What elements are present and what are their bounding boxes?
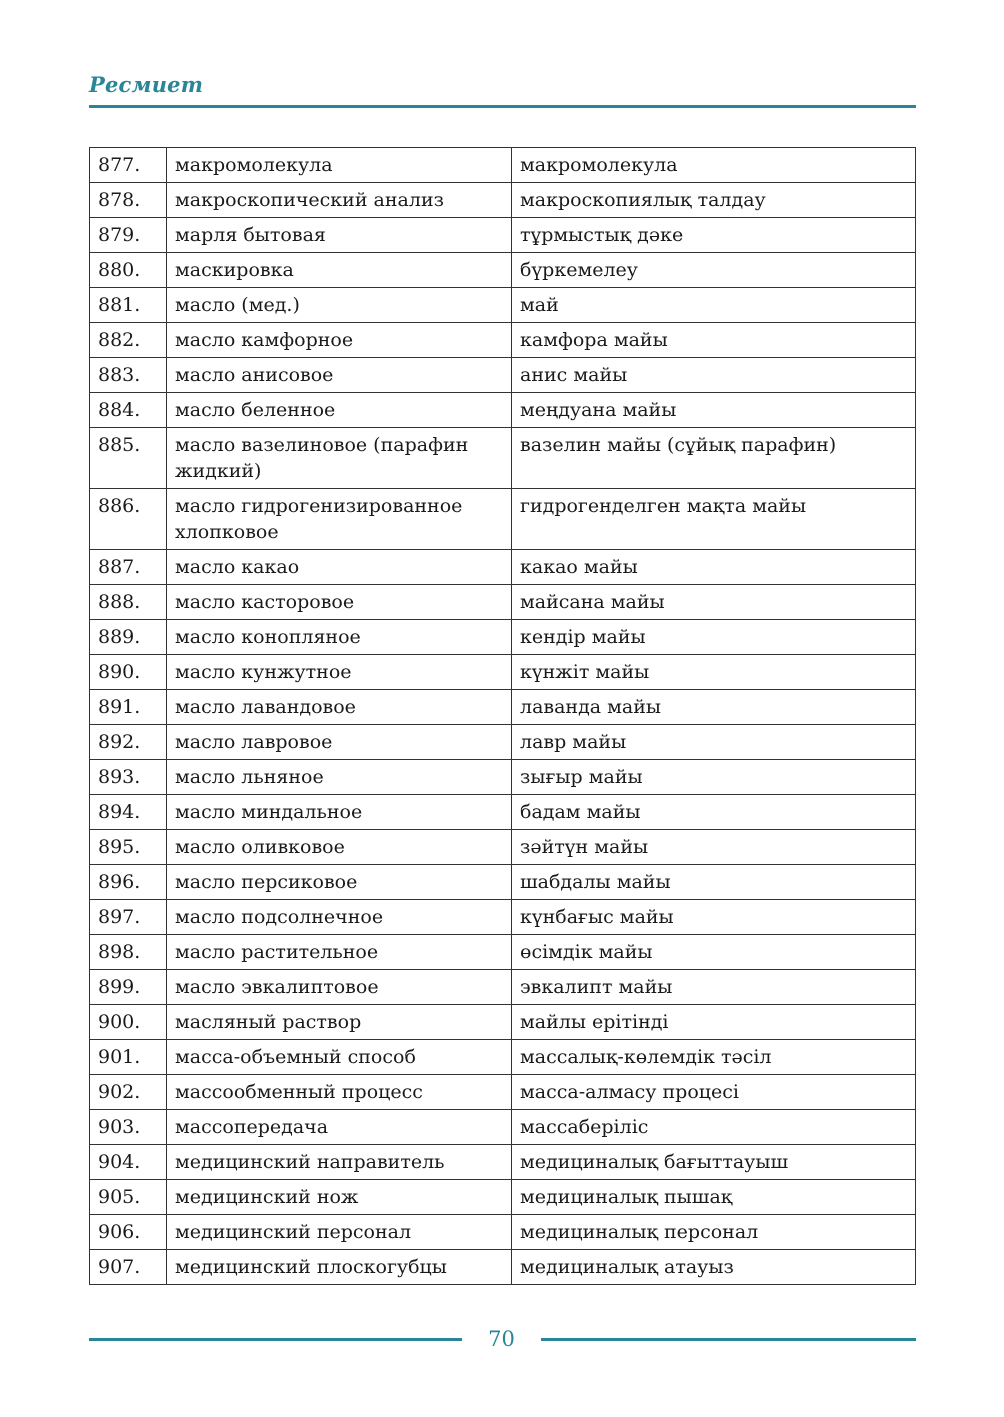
- entry-number: 905.: [90, 1180, 167, 1215]
- kazakh-term: лаванда майы: [512, 690, 916, 725]
- entry-number: 888.: [90, 585, 167, 620]
- table-row: [90, 760, 916, 795]
- entry-number: 879.: [90, 218, 167, 253]
- kazakh-term: эвкалипт майы: [512, 970, 916, 1005]
- table-row: [90, 1005, 916, 1040]
- entry-number: 898.: [90, 935, 167, 970]
- russian-term: масло льняное: [167, 760, 512, 795]
- table-row: [90, 1250, 916, 1285]
- table-row: [90, 148, 916, 183]
- russian-term: масло растительное: [167, 935, 512, 970]
- russian-term: масло камфорное: [167, 323, 512, 358]
- table-row: [90, 253, 916, 288]
- kazakh-term: бадам майы: [512, 795, 916, 830]
- russian-term: медицинский плоскогубцы: [167, 1250, 512, 1285]
- table-row: [90, 1040, 916, 1075]
- kazakh-term: май: [512, 288, 916, 323]
- kazakh-term: медициналық бағыттауыш: [512, 1145, 916, 1180]
- table-row: [90, 1145, 916, 1180]
- entry-number: 892.: [90, 725, 167, 760]
- table-row: [90, 1180, 916, 1215]
- kazakh-term: майсана майы: [512, 585, 916, 620]
- russian-term: масло вазелиновое (парафин жидкий): [167, 428, 512, 489]
- entry-number: 900.: [90, 1005, 167, 1040]
- entry-number: 895.: [90, 830, 167, 865]
- entry-number: 904.: [90, 1145, 167, 1180]
- entry-number: 891.: [90, 690, 167, 725]
- kazakh-term: лавр майы: [512, 725, 916, 760]
- table-row: [90, 900, 916, 935]
- russian-term: макроскопический анализ: [167, 183, 512, 218]
- russian-term: марля бытовая: [167, 218, 512, 253]
- table-row: [90, 795, 916, 830]
- kazakh-term: өсімдік майы: [512, 935, 916, 970]
- russian-term: массопередача: [167, 1110, 512, 1145]
- entry-number: 903.: [90, 1110, 167, 1145]
- kazakh-term: тұрмыстық дәке: [512, 218, 916, 253]
- entry-number: 899.: [90, 970, 167, 1005]
- russian-term: масло эвкалиптовое: [167, 970, 512, 1005]
- table-row: [90, 970, 916, 1005]
- russian-term: медицинский направитель: [167, 1145, 512, 1180]
- running-header-title: Ресмиет: [89, 72, 204, 97]
- entry-number: 897.: [90, 900, 167, 935]
- table-row: [90, 183, 916, 218]
- entry-number: 885.: [90, 428, 167, 489]
- page-number: 70: [488, 1327, 515, 1351]
- entry-number: 881.: [90, 288, 167, 323]
- glossary-table: [89, 147, 916, 1285]
- entry-number: 878.: [90, 183, 167, 218]
- russian-term: масло какао: [167, 550, 512, 585]
- russian-term: масло лавандовое: [167, 690, 512, 725]
- russian-term: медицинский нож: [167, 1180, 512, 1215]
- entry-number: 896.: [90, 865, 167, 900]
- entry-number: 883.: [90, 358, 167, 393]
- kazakh-term: медициналық персонал: [512, 1215, 916, 1250]
- table-row: [90, 620, 916, 655]
- kazakh-term: массаберіліс: [512, 1110, 916, 1145]
- kazakh-term: массалық-көлемдік тәсіл: [512, 1040, 916, 1075]
- footer-rule-right: [541, 1338, 916, 1341]
- russian-term: масло (мед.): [167, 288, 512, 323]
- kazakh-term: майлы ерітінді: [512, 1005, 916, 1040]
- russian-term: масса-объемный способ: [167, 1040, 512, 1075]
- table-row: [90, 865, 916, 900]
- footer-rule-left: [89, 1338, 462, 1341]
- russian-term: маскировка: [167, 253, 512, 288]
- table-row: [90, 585, 916, 620]
- russian-term: масло оливковое: [167, 830, 512, 865]
- russian-term: масло касторовое: [167, 585, 512, 620]
- kazakh-term: камфора майы: [512, 323, 916, 358]
- glossary-table-body: [90, 148, 916, 1285]
- entry-number: 877.: [90, 148, 167, 183]
- kazakh-term: гидрогенделген мақта майы: [512, 489, 916, 550]
- entry-number: 884.: [90, 393, 167, 428]
- header-rule: [89, 105, 916, 108]
- kazakh-term: медициналық пышақ: [512, 1180, 916, 1215]
- kazakh-term: зығыр майы: [512, 760, 916, 795]
- entry-number: 880.: [90, 253, 167, 288]
- russian-term: масло беленное: [167, 393, 512, 428]
- table-row: [90, 655, 916, 690]
- kazakh-term: макроскопиялық талдау: [512, 183, 916, 218]
- kazakh-term: масса-алмасу процесі: [512, 1075, 916, 1110]
- entry-number: 887.: [90, 550, 167, 585]
- entry-number: 890.: [90, 655, 167, 690]
- kazakh-term: күнбағыс майы: [512, 900, 916, 935]
- kazakh-term: анис майы: [512, 358, 916, 393]
- table-row: [90, 218, 916, 253]
- table-row: [90, 1075, 916, 1110]
- table-row: [90, 489, 916, 550]
- table-row: [90, 550, 916, 585]
- russian-term: массообменный процесс: [167, 1075, 512, 1110]
- russian-term: масло гидрогенизированное хлопковое: [167, 489, 512, 550]
- russian-term: масло конопляное: [167, 620, 512, 655]
- entry-number: 894.: [90, 795, 167, 830]
- entry-number: 893.: [90, 760, 167, 795]
- kazakh-term: күнжіт майы: [512, 655, 916, 690]
- entry-number: 882.: [90, 323, 167, 358]
- russian-term: масло кунжутное: [167, 655, 512, 690]
- entry-number: 907.: [90, 1250, 167, 1285]
- kazakh-term: медициналық атауыз: [512, 1250, 916, 1285]
- kazakh-term: бүркемелеу: [512, 253, 916, 288]
- table-row: [90, 358, 916, 393]
- kazakh-term: кендір майы: [512, 620, 916, 655]
- entry-number: 902.: [90, 1075, 167, 1110]
- russian-term: медицинский персонал: [167, 1215, 512, 1250]
- russian-term: масляный раствор: [167, 1005, 512, 1040]
- table-row: [90, 428, 916, 489]
- russian-term: масло лавровое: [167, 725, 512, 760]
- entry-number: 886.: [90, 489, 167, 550]
- russian-term: масло персиковое: [167, 865, 512, 900]
- table-row: [90, 1215, 916, 1250]
- kazakh-term: какао майы: [512, 550, 916, 585]
- kazakh-term: меңдуана майы: [512, 393, 916, 428]
- table-row: [90, 323, 916, 358]
- kazakh-term: шабдалы майы: [512, 865, 916, 900]
- entry-number: 901.: [90, 1040, 167, 1075]
- kazakh-term: зәйтүн майы: [512, 830, 916, 865]
- table-row: [90, 1110, 916, 1145]
- table-row: [90, 288, 916, 323]
- kazakh-term: макромолекула: [512, 148, 916, 183]
- table-row: [90, 393, 916, 428]
- table-row: [90, 935, 916, 970]
- kazakh-term: вазелин майы (сұйық парафин): [512, 428, 916, 489]
- entry-number: 889.: [90, 620, 167, 655]
- table-row: [90, 725, 916, 760]
- table-row: [90, 830, 916, 865]
- russian-term: масло анисовое: [167, 358, 512, 393]
- entry-number: 906.: [90, 1215, 167, 1250]
- russian-term: масло миндальное: [167, 795, 512, 830]
- russian-term: макромолекула: [167, 148, 512, 183]
- russian-term: масло подсолнечное: [167, 900, 512, 935]
- table-row: [90, 690, 916, 725]
